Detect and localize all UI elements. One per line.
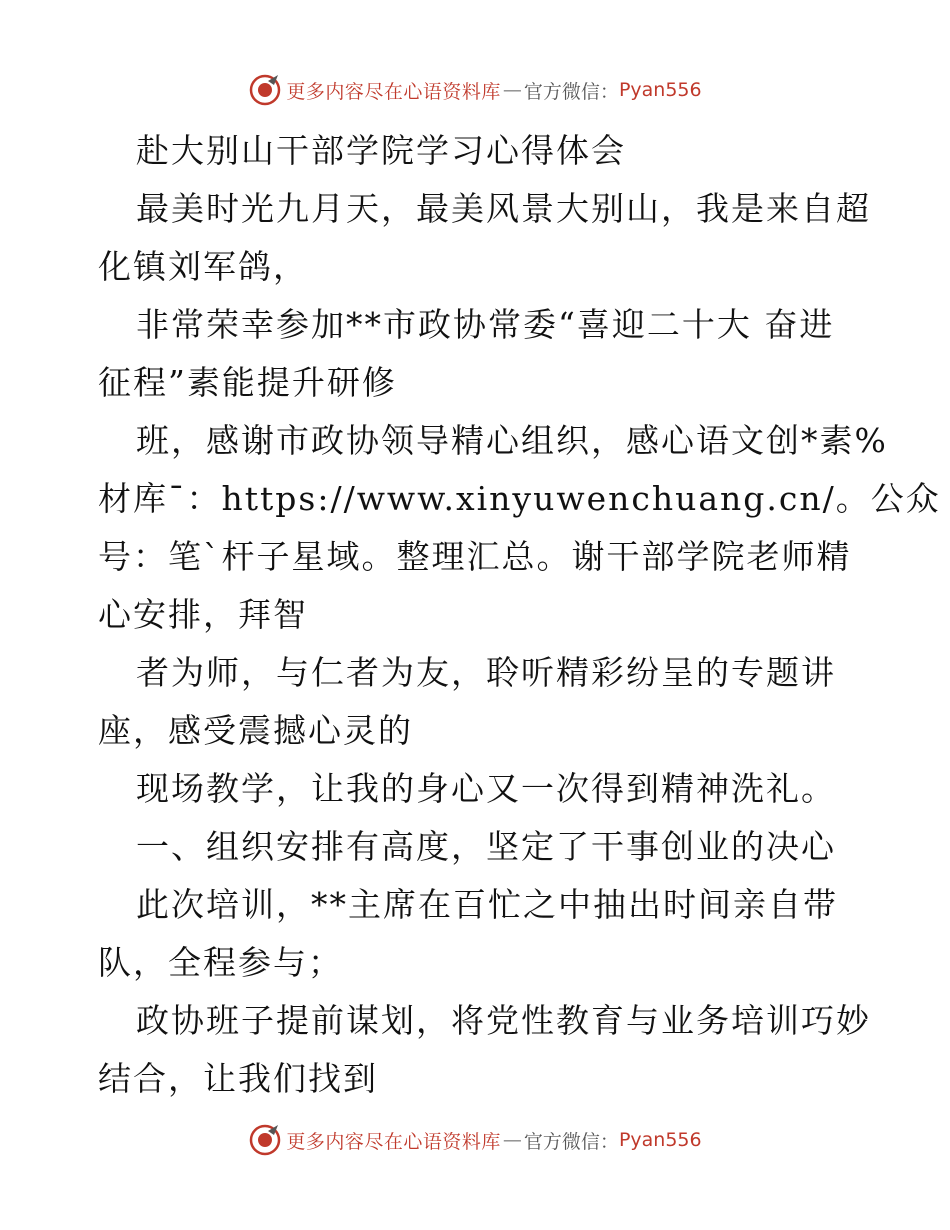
footer-watermark — [0, 1120, 950, 1160]
watermark-separator: — — [502, 1129, 522, 1151]
text-line: 心安排，拜智 — [98, 595, 308, 634]
document-body — [98, 122, 941, 1108]
text-line: 政协班子提前谋划，将党性教育与业务培训巧妙 — [136, 1001, 871, 1040]
text-line: 者为师，与仁者为友，聆听精彩纷呈的专题讲 — [136, 653, 836, 692]
text-line: 结合，让我们找到 — [98, 1059, 378, 1098]
watermark-text: 更多内容尽在心语资料库 — [286, 1130, 501, 1153]
text-line: 班，感谢市政协领导精心组织，感心语文创*素% — [136, 421, 888, 460]
text-line: 队，全程参与； — [98, 943, 343, 982]
watermark-logo-icon — [248, 1123, 282, 1157]
text-line: 号：笔`杆子星域。整理汇总。谢干部学院老师精 — [98, 537, 852, 576]
text-line: 最美时光九月天，最美风景大别山，我是来自超 — [136, 189, 871, 228]
text-line: 一、组织安排有高度，坚定了干事创业的决心 — [136, 827, 836, 866]
watermark-logo-icon — [248, 73, 282, 107]
watermark-id: Pyan556 — [618, 79, 702, 101]
watermark-id: Pyan556 — [618, 1129, 702, 1151]
text-line: 现场教学，让我的身心又一次得到精神洗礼。 — [136, 769, 836, 808]
text-line: 此次培训，**主席在百忙之中抽出时间亲自带 — [136, 885, 838, 924]
text-line: 非常荣幸参加**市政协常委“喜迎二十大 奋进 — [136, 305, 835, 344]
header-watermark — [0, 70, 950, 110]
text-line: 材库¯：https://www.xinyuwenchuang.cn/。公众 — [98, 479, 941, 518]
watermark-tail: 官方微信： — [523, 1130, 619, 1153]
text-line: 座，感受震撼心灵的 — [98, 711, 413, 750]
document-title: 赴大别山干部学院学习心得体会 — [136, 131, 626, 170]
watermark-text: 更多内容尽在心语资料库 — [286, 80, 501, 103]
watermark-separator: — — [502, 79, 522, 101]
text-line: 化镇刘军鸽， — [98, 247, 308, 286]
text-line: 征程”素能提升研修 — [98, 363, 397, 402]
watermark-tail: 官方微信： — [523, 80, 619, 103]
